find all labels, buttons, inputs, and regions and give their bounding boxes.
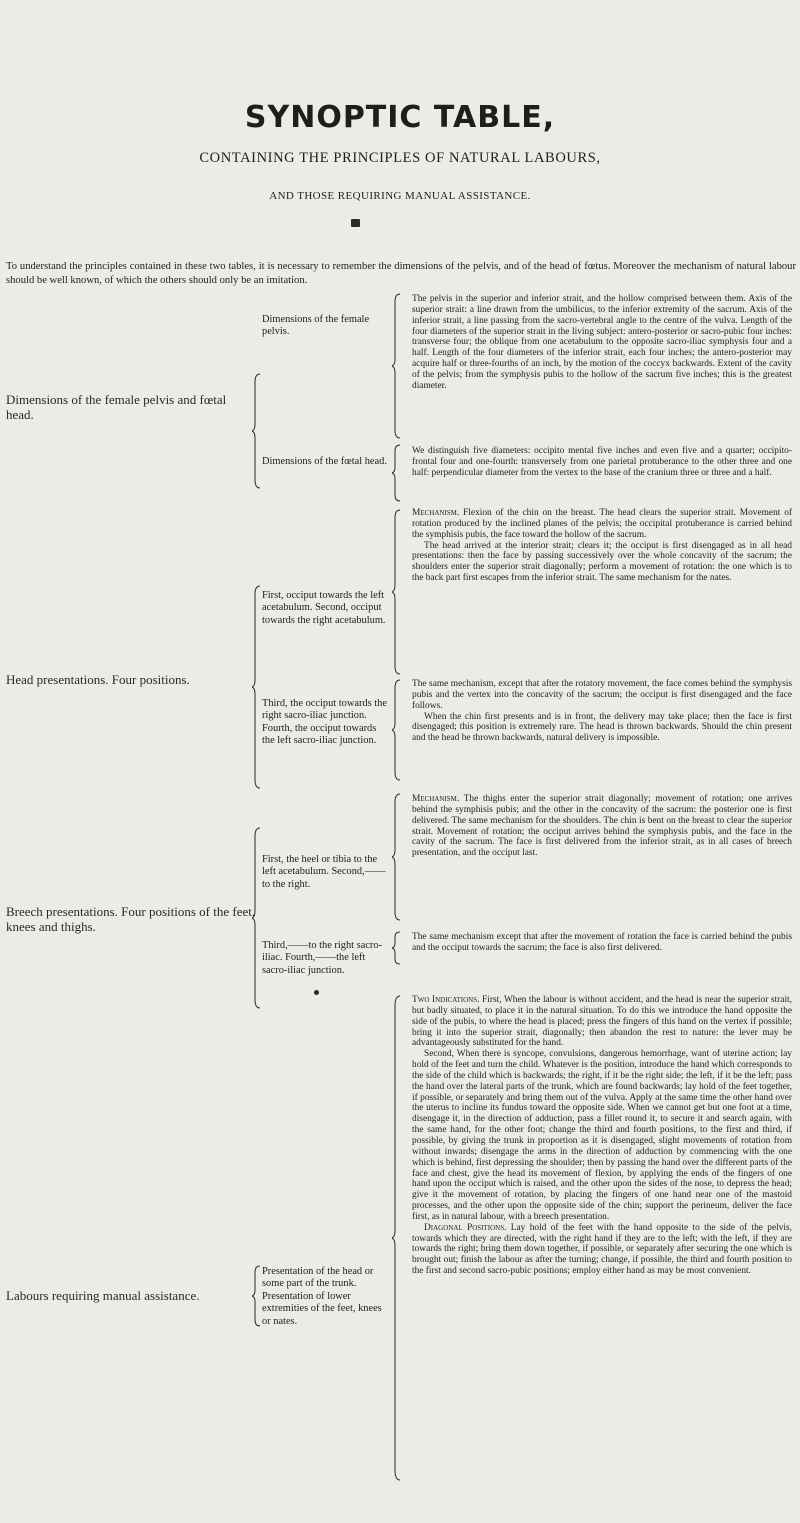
page-subtitle: CONTAINING THE PRINCIPLES OF NATURAL LABOURS, (199, 150, 601, 166)
head-mechanism-paragraph (412, 508, 792, 541)
manual-presentation-types: Presentation of the head or some part of the trunk. Presentation of lower extremities of the feet, knees or nates. (262, 1266, 382, 1327)
fetal-head-dimensions-text (412, 446, 792, 479)
breech-mechanism-lead: Mechanism. (412, 794, 460, 804)
breech-mechanism-paragraph (412, 794, 792, 859)
head-third-brace (392, 678, 402, 782)
diagonal-positions-lead: Diagonal Positions. (424, 1222, 507, 1233)
head-third-mechanism-text (412, 679, 792, 744)
head-third-paragraph-2: When the chin first presents and is in front, the delivery may take place; then the face is first disengaged; this position is extremely rare. The head is thrown backwards. Should the chin present and the head be thrown backwards, natural delivery is impossible. (412, 711, 792, 744)
breech-third-mechanism-text (412, 932, 792, 954)
dimensions-brace (252, 372, 262, 490)
intro-text: To understand the principles contained in these two tables, it is necessary to remember the dimensions of the pelvis, and of the head of fœtus. Moreover the mechanism of natural labour should be well known, of which the others should only be an imitation. (6, 261, 796, 286)
pelvis-brace (392, 292, 402, 440)
diagonal-positions-paragraph (412, 1223, 792, 1277)
indications-second-paragraph: Second, When there is syncope, convulsions, dangerous hemorrhage, want of uterine action; lay hold of the feet and turn the child. Whatever is the position, introduce the hand which corresponds to the side of the child which is backwards; the right, if it be the right side; the left, if it be the left; pass the hand over the lateral parts of the trunk, which are found backwards; lay hold of the feet together, if possible, or separately and bring them out of the vulva. Apply at the same time the other hand over the uterus to incline its fundus toward the opposite side. When we cannot get but one foot at a time, disengage it, in the direction of adduction, pass a fillet round it, to secure it and search again, with the same hand, for the other foot; change the third and fourth positions, to the first and third, if possible, by giving the trunk in proportion as it is disengaged, slight movements of rotation from without inwards; disengage the arms in the direction of adduction by commencing with the one which is behind, first depressing the shoulder; then by passing the hand over the different parts of the face and chest, give the head its movement of flexion, by applying the ends of the fingers of one hand upon the occiput which is raised, and the other upon the sides of the nose, to depress the head; give it the movement of rotation, by placing the fingers of one hand near one of the mastoid processes, and the other upon the opposite side of the chin; support the perineum, deliver the face first, as in natural labour, with a breech presentation. (412, 1049, 792, 1222)
head-mechanism-paragraph-2: The head arrived at the interior strait; clears it; the occiput is first disengaged as in all head presentations: then the face by passing successively over the whole concavity of the sacrum; the shoulders enter the superior strait diagonally; perform a movement of rotation: the one which is to the back part first escapes from the inferior strait. The same mechanism for the nates. (412, 540, 792, 584)
fetal-head-dimensions-paragraph: We distinguish five diameters: occipito mental five inches and even five and a quarter; occipito-frontal four and one-fourth: transversely from one parietal protuberance to the other three and one half: perpendicular diameter from the vertex to the base of the cranium three or three and a half. (412, 446, 792, 478)
breech-mechanism-text (412, 794, 792, 859)
head-third-paragraph: The same mechanism, except that after the rotatory movement, the face comes behind the symphysis pubis and the vertex into the concavity of the sacrum; the occiput is first disengaged and the face follows. (412, 679, 792, 711)
manual-indications-brace (392, 994, 402, 1482)
head-mechanism-text (412, 508, 792, 584)
breech-third-brace (392, 930, 402, 966)
manual-assistance-brace (252, 1264, 262, 1328)
indications-paragraph (412, 995, 792, 1049)
head-mechanism-body: Flexion of the chin on the breast. The head clears the superior strait. Movement of rotation produced by the inclined planes of the pelvis; the occipital protuberance is carried behind the symphisis pubis, the face toward the hollow of the sacrum. (412, 508, 793, 540)
pelvis-dimensions-text (412, 294, 792, 392)
dimensions-label: Dimensions of the female pelvis and fœtal head. (6, 392, 227, 422)
breech-third-fourth-positions: Third,——to the right sacro-iliac. Fourth,——the left sacro-iliac junction. (262, 940, 383, 976)
head-first-second-positions: First, occiput towards the left acetabulum. Second, occiput towards the right acetabulum. (262, 590, 386, 626)
pelvis-dimensions-paragraph: The pelvis in the superior and inferior strait, and the hollow comprised between them. Axis of the superior strait: a line drawn from the umbilicus, to the inferior extremity of the sacrum. Axis of the inferior strait, a line passing from the sacro-vertebral angle to the centre of the vulva. Length of the four diameters of the superior strait in the living subject: antero-posterior or sacro-pubic four inches: transverse four; the oblique from one acetabulum to the opposite sacro-iliac symphysis four and a half. Length of the four diameters of the inferior strait, each four inches; the antero-posterior may acquire half or three-fourths of an inch, by the motion of the coccyx backwards. Extent of the cavity of the pelvis; from the symphysis pubis to the hollow of the sacrum five inches; this is the greatest diameter. (412, 294, 792, 391)
indications-body: First, When the labour is without accident, and the head is near the superior strait, but badly situated, to place it in the natural situation. To do this we introduce the hand opposite the side of the pubis, to where the head is placed; press the fingers of this hand on the vertex if possible; bring it into the superior strait, diagonally; then abandon the rest to nature: the lever may be advantageously substituted for the hand. (412, 995, 793, 1049)
diagonal-positions-body: Lay hold of the feet with the hand opposite to the side of the pelvis, towards which they are directed, with the right hand if they are to the left; with the left, if they are towards the right; bring them down together, if possible, or separately after securing the one which is brought out; finish the labour as after the turning; change, if possible, the third and fourth position to the first and second sacro-pubic positions; employ either hand as may be most convenient. (412, 1222, 792, 1277)
breech-presentations-brace (252, 826, 262, 1010)
divider-dot (314, 990, 319, 995)
breech-first-second-positions: First, the heel or tibia to the left acetabulum. Second,——to the right. (262, 854, 386, 890)
breech-third-paragraph: The same mechanism except that after the movement of rotation the face is carried behind the pubis and the occiput towards the sacrum; the face is also first delivered. (412, 932, 792, 953)
indications-lead: Two Indications. (412, 995, 480, 1005)
ornament-mark (351, 219, 360, 227)
head-third-fourth-positions: Third, the occiput towards the right sacro-iliac junction. Fourth, the occiput towards the left sacro-iliac junction. (262, 698, 387, 747)
head-presentations-label: Head presentations. Four positions. (6, 672, 190, 687)
manual-assistance-label: Labours requiring manual assistance. (6, 1288, 200, 1303)
breech-presentations-label: Breech presentations. Four positions of the feet, knees and thighs. (6, 904, 256, 934)
head-mechanism-lead: Mechanism. (412, 508, 460, 518)
pelvis-dimensions-label: Dimensions of the female pelvis. (262, 314, 370, 338)
head-mechanism-brace (392, 508, 402, 676)
head-presentations-brace (252, 584, 262, 790)
page-subtitle-secondary: AND THOSE REQUIRING MANUAL ASSISTANCE. (269, 190, 531, 202)
fetal-head-brace (392, 443, 402, 503)
fetal-head-dimensions-label: Dimensions of the fœtal head. (262, 456, 387, 467)
breech-mechanism-body: The thighs enter the superior strait diagonally; movement of rotation; one arrives behind the symphisis pubis; and the other in the concavity of the sacrum: the posterior one is first delivered. The same mechanism for the shoulders. The chin is bent on the breast to clear the superior strait. Movement of rotation; the occiput arrives behind the symphysis pubis, and the face in the cavity of the sacrum. The face is first delivered from the inferior strait, as in all cases of breech presentation, and the occiput last. (412, 794, 792, 859)
manual-indications-text (412, 995, 792, 1277)
intro-paragraph (6, 260, 796, 288)
page-title: SYNOPTIC TABLE, (244, 100, 556, 135)
breech-mechanism-brace (392, 792, 402, 922)
